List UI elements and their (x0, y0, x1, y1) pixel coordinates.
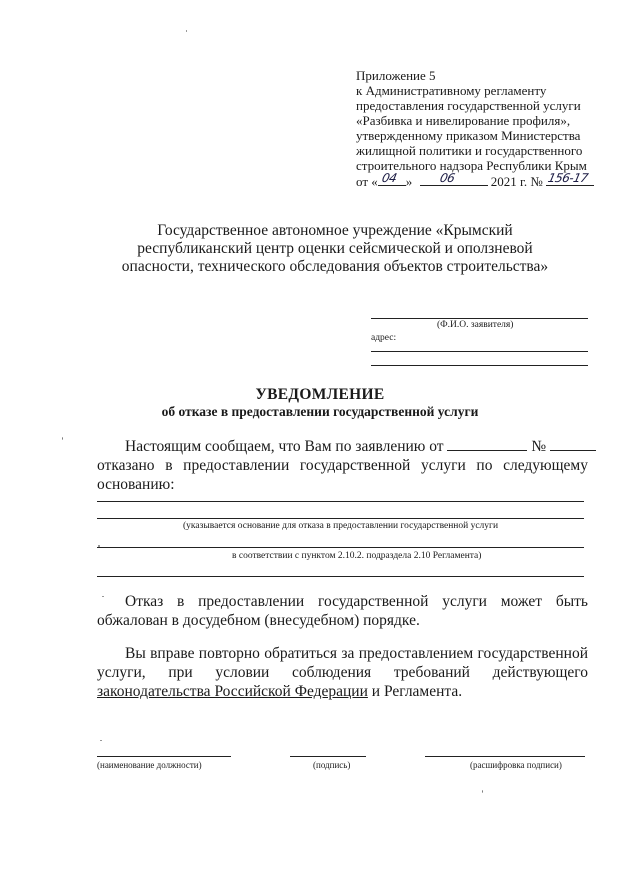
handwritten-number: 156-17 (546, 171, 589, 185)
date-close: » (405, 174, 413, 189)
year-number-text: 2021 г. № (490, 174, 543, 189)
date-prefix: от « (356, 174, 378, 189)
fio-line (371, 318, 588, 319)
scan-speck (100, 740, 102, 741)
signature-line (290, 756, 366, 757)
position-line (97, 756, 231, 757)
appendix-line: жилищной политики и государственного (356, 143, 583, 158)
month-field (420, 173, 488, 186)
day-field (378, 173, 406, 186)
appendix-line: к Административному регламенту (356, 83, 547, 98)
appendix-line: утвержденному приказом Министерства (356, 128, 581, 143)
appendix-line: строительного надзора Республики Крым (356, 158, 587, 173)
reapply-text: Вы вправе повторно обратиться за предоставлением государственной услуги, при условии соблюдения требований действующего (97, 645, 588, 681)
reason-line (97, 501, 584, 502)
notice-intro: Настоящим сообщаем, что Вам по заявлению от (125, 438, 444, 455)
address-line (371, 351, 588, 352)
notice-paragraph (97, 436, 588, 494)
address-label: адрес: (371, 333, 397, 343)
handwritten-day: 04 (380, 171, 398, 185)
document-title: УВЕДОМЛЕНИЕ (255, 386, 385, 403)
scan-speck (482, 790, 483, 793)
decoding-line (425, 756, 585, 757)
reason-caption: (указывается основание для отказа в предоставлении государственной услуги (183, 521, 499, 531)
notice-first-line (97, 436, 588, 456)
reason-line (97, 576, 584, 577)
scan-speck (62, 437, 63, 440)
appendix-line: Приложение 5 (356, 68, 436, 83)
appendix-line: «Разбивка и нивелирование профиля», (356, 113, 571, 128)
position-caption: (наименование должности) (97, 760, 202, 770)
number-field (546, 173, 594, 186)
reapply-end: и Регламента. (371, 683, 463, 700)
scan-speck (102, 596, 104, 597)
signature-caption: (подпись) (313, 760, 351, 770)
scan-speck (186, 30, 187, 32)
application-number-field (550, 436, 596, 451)
decoding-caption: (расшифровка подписи) (470, 760, 562, 770)
legislation-link-text: законодательства Российской Федерации (97, 683, 368, 700)
address-line (371, 365, 588, 366)
reason-line (97, 547, 584, 548)
number-sign: № (531, 438, 547, 455)
appendix-line: предоставления государственной услуги (356, 98, 581, 113)
scan-speck (98, 545, 100, 547)
notice-rest: отказано в предоставлении государственной услуги по следующему основанию: (97, 457, 588, 493)
appendix-date-row (356, 173, 606, 189)
document-subtitle: об отказе в предоставлении государственной услуги (161, 404, 479, 419)
handwritten-month: 06 (438, 171, 456, 185)
appendix-block (356, 68, 606, 189)
appeal-paragraph: Отказ в предоставлении государственной услуги может быть обжалован в досудебном (внесудебном) порядке. (97, 593, 588, 629)
reason-line (97, 518, 584, 519)
reapply-paragraph (97, 644, 588, 701)
reason-caption-continued: в соответствии с пунктом 2.10.2. подраздела 2.10 Регламента) (232, 551, 482, 561)
fio-caption: (Ф.И.О. заявителя) (437, 320, 514, 330)
application-date-field (447, 436, 527, 451)
organization-name: Государственное автономное учреждение «Крымский республиканский центр оценки сейсмической и оползневой опасности, технического обследования объектов строительства» (121, 222, 549, 275)
